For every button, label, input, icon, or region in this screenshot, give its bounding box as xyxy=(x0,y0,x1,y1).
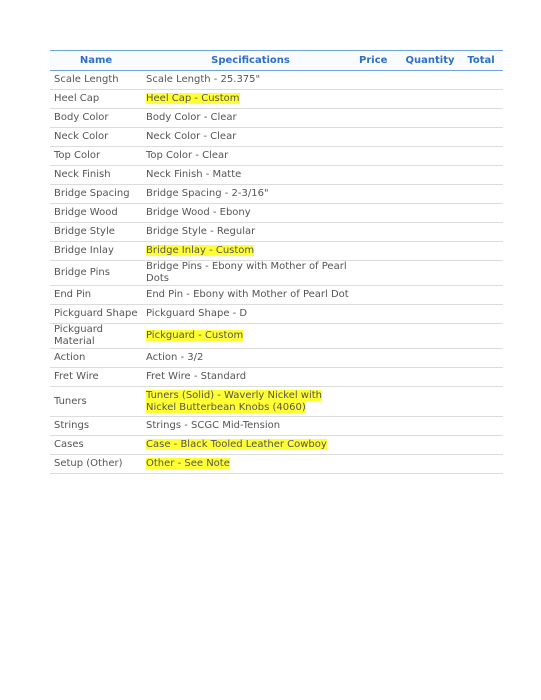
row-total xyxy=(459,90,503,109)
row-total xyxy=(459,166,503,185)
row-quantity xyxy=(401,223,459,242)
table-row xyxy=(50,166,503,185)
highlighted-spec-text: Case - Black Tooled Leather Cowboy xyxy=(146,439,327,450)
row-total xyxy=(459,147,503,166)
row-total xyxy=(459,455,503,474)
row-price xyxy=(359,324,401,349)
highlighted-spec-text: Bridge Inlay - Custom xyxy=(146,245,255,256)
row-name: Body Color xyxy=(50,109,142,128)
row-name: Pickguard Shape xyxy=(50,305,142,324)
row-specification xyxy=(142,71,359,90)
row-name: Strings xyxy=(50,417,142,436)
highlighted-spec-text: Other - See Note xyxy=(146,458,230,469)
table-row xyxy=(50,128,503,147)
row-name: Tuners xyxy=(50,387,142,417)
row-quantity xyxy=(401,286,459,305)
spec-text: Bridge Spacing - 2-3/16" xyxy=(146,188,269,199)
spec-text: Neck Finish - Matte xyxy=(146,169,242,180)
table-header xyxy=(50,51,503,71)
row-specification xyxy=(142,90,359,109)
table-row xyxy=(50,286,503,305)
row-quantity xyxy=(401,147,459,166)
table-row xyxy=(50,71,503,90)
row-quantity xyxy=(401,71,459,90)
table-row xyxy=(50,305,503,324)
row-price xyxy=(359,128,401,147)
row-quantity xyxy=(401,109,459,128)
row-total xyxy=(459,387,503,417)
highlighted-spec-text: Pickguard - Custom xyxy=(146,330,244,341)
table-row xyxy=(50,204,503,223)
row-quantity xyxy=(401,436,459,455)
row-quantity xyxy=(401,324,459,349)
row-specification xyxy=(142,185,359,204)
table-row xyxy=(50,261,503,286)
row-name: Bridge Wood xyxy=(50,204,142,223)
table-row xyxy=(50,147,503,166)
row-specification xyxy=(142,128,359,147)
table-row xyxy=(50,436,503,455)
row-name: Heel Cap xyxy=(50,90,142,109)
row-total xyxy=(459,185,503,204)
row-price xyxy=(359,261,401,286)
row-name: Bridge Style xyxy=(50,223,142,242)
row-total xyxy=(459,261,503,286)
row-name: Cases xyxy=(50,436,142,455)
row-specification xyxy=(142,166,359,185)
row-quantity xyxy=(401,242,459,261)
header-name: Name xyxy=(50,51,142,71)
row-total xyxy=(459,436,503,455)
row-price xyxy=(359,185,401,204)
row-quantity xyxy=(401,90,459,109)
row-price xyxy=(359,436,401,455)
row-specification xyxy=(142,261,359,286)
row-price xyxy=(359,349,401,368)
row-name: Neck Color xyxy=(50,128,142,147)
row-quantity xyxy=(401,128,459,147)
spec-text: Fret Wire - Standard xyxy=(146,371,247,382)
row-name: Bridge Pins xyxy=(50,261,142,286)
spec-text: Scale Length - 25.375" xyxy=(146,74,261,85)
spec-text: Neck Color - Clear xyxy=(146,131,237,142)
table-row xyxy=(50,223,503,242)
row-specification xyxy=(142,368,359,387)
row-quantity xyxy=(401,204,459,223)
spec-text: Bridge Style - Regular xyxy=(146,226,256,237)
row-price xyxy=(359,223,401,242)
row-quantity xyxy=(401,261,459,286)
row-specification xyxy=(142,436,359,455)
row-name: Setup (Other) xyxy=(50,455,142,474)
row-price xyxy=(359,305,401,324)
row-specification xyxy=(142,455,359,474)
row-total xyxy=(459,417,503,436)
row-price xyxy=(359,368,401,387)
row-specification xyxy=(142,242,359,261)
row-price xyxy=(359,109,401,128)
spec-text: End Pin - Ebony with Mother of Pearl Dot xyxy=(146,289,349,300)
row-price xyxy=(359,204,401,223)
row-quantity xyxy=(401,387,459,417)
row-name: Pickguard Material xyxy=(50,324,142,349)
row-specification xyxy=(142,286,359,305)
row-total xyxy=(459,324,503,349)
spec-text: Strings - SCGC Mid-Tension xyxy=(146,420,281,431)
header-total: Total xyxy=(459,51,503,71)
spec-text: Body Color - Clear xyxy=(146,112,237,123)
row-name: Bridge Inlay xyxy=(50,242,142,261)
spec-text: Pickguard Shape - D xyxy=(146,308,248,319)
row-name: Top Color xyxy=(50,147,142,166)
highlighted-spec-text: Heel Cap - Custom xyxy=(146,93,240,104)
row-name: Bridge Spacing xyxy=(50,185,142,204)
row-total xyxy=(459,368,503,387)
table-row xyxy=(50,90,503,109)
row-specification xyxy=(142,109,359,128)
row-quantity xyxy=(401,455,459,474)
table-row xyxy=(50,368,503,387)
spec-text: Bridge Pins - Ebony with Mother of Pearl Dots xyxy=(146,261,347,284)
row-name: Neck Finish xyxy=(50,166,142,185)
row-quantity xyxy=(401,185,459,204)
highlighted-spec-text: Tuners (Solid) - Waverly Nickel with Nickel Butterbean Knobs (4060) xyxy=(146,389,323,413)
row-name: Scale Length xyxy=(50,71,142,90)
row-price xyxy=(359,286,401,305)
row-total xyxy=(459,286,503,305)
table-row xyxy=(50,242,503,261)
row-total xyxy=(459,349,503,368)
row-price xyxy=(359,90,401,109)
header-specifications: Specifications xyxy=(142,51,359,71)
row-quantity xyxy=(401,305,459,324)
table-row xyxy=(50,349,503,368)
row-price xyxy=(359,71,401,90)
row-specification xyxy=(142,223,359,242)
row-price xyxy=(359,387,401,417)
spec-text: Action - 3/2 xyxy=(146,352,204,363)
row-total xyxy=(459,242,503,261)
spec-text: Bridge Wood - Ebony xyxy=(146,207,251,218)
table-row xyxy=(50,185,503,204)
header-price: Price xyxy=(359,51,401,71)
row-total xyxy=(459,204,503,223)
row-price xyxy=(359,455,401,474)
row-price xyxy=(359,166,401,185)
table-row xyxy=(50,109,503,128)
specifications-table xyxy=(50,50,503,474)
row-quantity xyxy=(401,166,459,185)
row-name: Action xyxy=(50,349,142,368)
row-price xyxy=(359,242,401,261)
row-specification xyxy=(142,204,359,223)
row-specification xyxy=(142,147,359,166)
table-row xyxy=(50,455,503,474)
row-total xyxy=(459,305,503,324)
row-price xyxy=(359,147,401,166)
row-total xyxy=(459,71,503,90)
row-specification xyxy=(142,417,359,436)
row-specification xyxy=(142,349,359,368)
row-specification xyxy=(142,324,359,349)
row-specification xyxy=(142,387,359,417)
header-quantity: Quantity xyxy=(401,51,459,71)
row-quantity xyxy=(401,368,459,387)
row-quantity xyxy=(401,349,459,368)
row-total xyxy=(459,128,503,147)
row-name: Fret Wire xyxy=(50,368,142,387)
row-name: End Pin xyxy=(50,286,142,305)
spec-text: Top Color - Clear xyxy=(146,150,229,161)
row-specification xyxy=(142,305,359,324)
table-row xyxy=(50,324,503,349)
row-price xyxy=(359,417,401,436)
table-row xyxy=(50,417,503,436)
row-quantity xyxy=(401,417,459,436)
table-body xyxy=(50,71,503,474)
row-total xyxy=(459,109,503,128)
row-total xyxy=(459,223,503,242)
table-row xyxy=(50,387,503,417)
